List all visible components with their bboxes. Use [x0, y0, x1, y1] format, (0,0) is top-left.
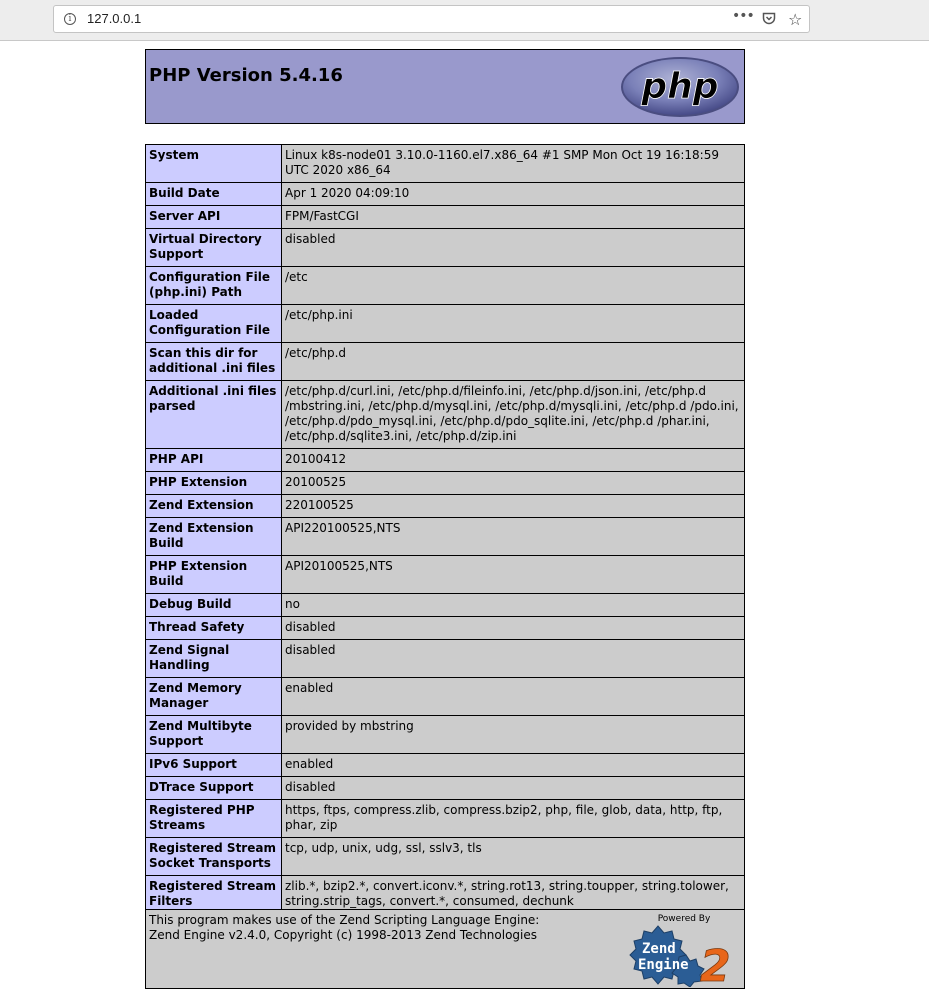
info-row	[146, 381, 745, 449]
info-row	[146, 472, 745, 495]
info-row	[146, 183, 745, 206]
info-row	[146, 556, 745, 594]
svg-text:php: php	[641, 66, 719, 107]
zend-notice	[149, 913, 539, 943]
info-label: Registered Stream Socket Transports	[146, 838, 282, 876]
info-value: zlib.*, bzip2.*, convert.iconv.*, string.rot13, string.toupper, string.tolower, string.strip_tags, convert.*, consumed, dechunk	[282, 876, 745, 914]
info-row	[146, 495, 745, 518]
info-value: enabled	[282, 754, 745, 777]
info-value: https, ftps, compress.zlib, compress.bzip2, php, file, glob, data, http, ftp, phar, zip	[282, 800, 745, 838]
info-value: no	[282, 594, 745, 617]
info-value: disabled	[282, 777, 745, 800]
info-row	[146, 777, 745, 800]
info-row	[146, 267, 745, 305]
info-row	[146, 838, 745, 876]
pocket-icon[interactable]	[762, 12, 776, 25]
info-value: 20100525	[282, 472, 745, 495]
info-label: Configuration File (php.ini) Path	[146, 267, 282, 305]
info-label: Server API	[146, 206, 282, 229]
info-value: tcp, udp, unix, udg, ssl, sslv3, tls	[282, 838, 745, 876]
info-row	[146, 343, 745, 381]
info-value: FPM/FastCGI	[282, 206, 745, 229]
info-label: Thread Safety	[146, 617, 282, 640]
info-value: /etc	[282, 267, 745, 305]
zend-footer	[145, 909, 745, 989]
url-text[interactable]: 127.0.0.1	[87, 11, 142, 26]
address-bar[interactable]	[53, 5, 810, 33]
info-row	[146, 754, 745, 777]
info-value: disabled	[282, 229, 745, 267]
svg-text:Powered By: Powered By	[657, 914, 711, 924]
info-value: API20100525,NTS	[282, 556, 745, 594]
more-icon[interactable]: •••	[732, 8, 754, 24]
info-row	[146, 876, 745, 914]
info-value: API220100525,NTS	[282, 518, 745, 556]
info-row	[146, 145, 745, 183]
info-label: Build Date	[146, 183, 282, 206]
info-label: PHP Extension Build	[146, 556, 282, 594]
info-row	[146, 229, 745, 267]
info-value: /etc/php.d/curl.ini, /etc/php.d/fileinfo.ini, /etc/php.d/json.ini, /etc/php.d /mbstring.ini, /etc/php.d/mysql.ini, /etc/php.d/mysqli.ini, /etc/php.d /pdo.ini, /etc/php.d/pdo_mysql.ini, /etc/php.d/pdo_sqlite.ini, /etc/php.d /phar.ini, /etc/php.d/sqlite3.ini, /etc/php.d/zip.ini	[282, 381, 745, 449]
info-label: DTrace Support	[146, 777, 282, 800]
zend-notice-line2: Zend Engine v2.4.0, Copyright (c) 1998-2013 Zend Technologies	[149, 928, 538, 942]
info-label: Zend Extension Build	[146, 518, 282, 556]
bookmark-star-icon[interactable]: ☆	[788, 10, 803, 29]
info-value: 220100525	[282, 495, 745, 518]
svg-text:Engine: Engine	[638, 957, 689, 973]
info-label: PHP API	[146, 449, 282, 472]
info-value: enabled	[282, 678, 745, 716]
info-row	[146, 617, 745, 640]
info-label: Loaded Configuration File	[146, 305, 282, 343]
info-value: disabled	[282, 640, 745, 678]
info-row	[146, 518, 745, 556]
info-label: Zend Multibyte Support	[146, 716, 282, 754]
phpinfo-page	[145, 49, 745, 987]
svg-text:2: 2	[700, 941, 731, 987]
info-row	[146, 640, 745, 678]
info-value: disabled	[282, 617, 745, 640]
info-label: Scan this dir for additional .ini files	[146, 343, 282, 381]
info-label: Virtual Directory Support	[146, 229, 282, 267]
zend-engine-logo-icon	[624, 911, 742, 987]
info-label: Zend Signal Handling	[146, 640, 282, 678]
info-value: /etc/php.d	[282, 343, 745, 381]
info-label: IPv6 Support	[146, 754, 282, 777]
info-row	[146, 594, 745, 617]
info-label: PHP Extension	[146, 472, 282, 495]
info-table	[145, 144, 745, 914]
info-value: 20100412	[282, 449, 745, 472]
info-label: System	[146, 145, 282, 183]
php-logo-icon	[620, 56, 740, 118]
browser-toolbar	[0, 0, 929, 41]
info-icon[interactable]: i	[64, 13, 76, 25]
info-label: Zend Memory Manager	[146, 678, 282, 716]
info-label: Registered Stream Filters	[146, 876, 282, 914]
info-value: Linux k8s-node01 3.10.0-1160.el7.x86_64 #1 SMP Mon Oct 19 16:18:59 UTC 2020 x86_64	[282, 145, 745, 183]
info-row	[146, 206, 745, 229]
info-row	[146, 800, 745, 838]
info-value: Apr 1 2020 04:09:10	[282, 183, 745, 206]
info-value: provided by mbstring	[282, 716, 745, 754]
info-label: Debug Build	[146, 594, 282, 617]
info-row	[146, 716, 745, 754]
info-value: /etc/php.ini	[282, 305, 745, 343]
php-version-header	[145, 49, 745, 124]
svg-text:Zend: Zend	[642, 941, 676, 957]
info-label: Zend Extension	[146, 495, 282, 518]
info-label: Registered PHP Streams	[146, 800, 282, 838]
zend-notice-line1: This program makes use of the Zend Scripting Language Engine:	[149, 913, 540, 927]
info-row	[146, 678, 745, 716]
info-row	[146, 449, 745, 472]
page-title: PHP Version 5.4.16	[149, 65, 343, 86]
info-label: Additional .ini files parsed	[146, 381, 282, 449]
info-row	[146, 305, 745, 343]
